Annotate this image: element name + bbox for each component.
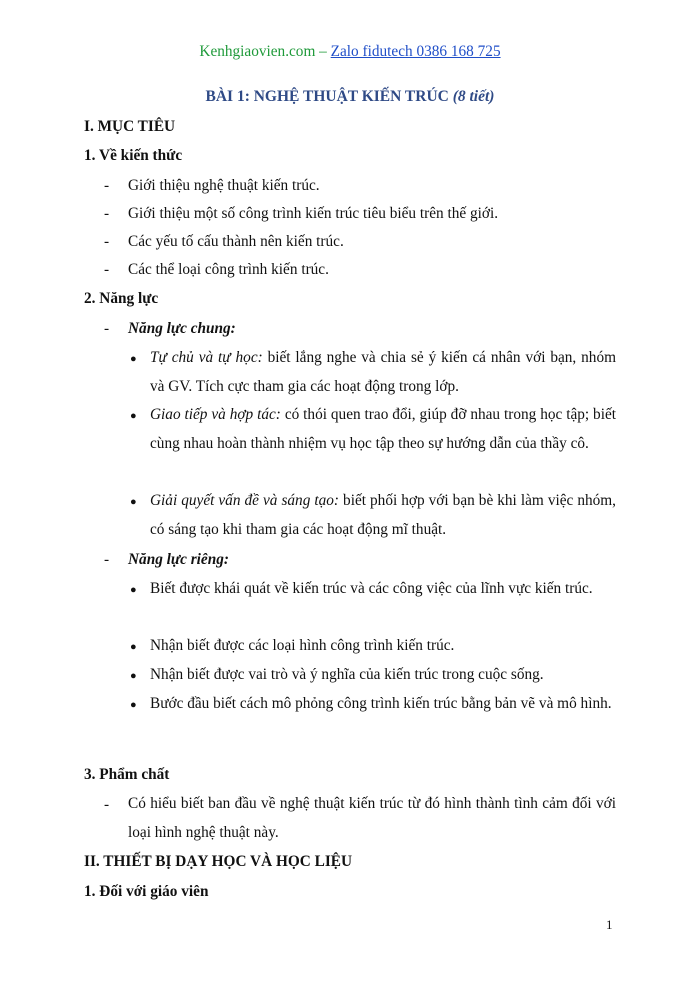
knowledge-heading: 1. Về kiến thức: [84, 147, 183, 164]
bullet-icon: ●: [130, 584, 137, 596]
page-header: [0, 43, 700, 61]
dash-marker: -: [104, 177, 110, 194]
lesson-title: [0, 88, 700, 106]
dash-marker: -: [104, 261, 110, 278]
header-separator: –: [315, 43, 331, 60]
bullet-icon: ●: [130, 699, 137, 711]
zalo-link[interactable]: Zalo fidutech 0386 168 725: [330, 43, 501, 60]
specific-competence-item: Nhận biết được các loại hình công trình kiến trúc.: [150, 637, 455, 654]
section-equipment-heading: II. THIẾT BỊ DẠY HỌC VÀ HỌC LIỆU: [84, 853, 353, 870]
dash-marker: -: [104, 796, 110, 813]
specific-competence-label: [104, 551, 229, 569]
dash-marker: -: [104, 205, 110, 222]
knowledge-item: [104, 261, 329, 279]
quality-item: Có hiểu biết ban đầu về nghệ thuật kiến trúc từ đó hình thành tình cảm đối với loại hình nghệ thuật này.: [128, 795, 616, 841]
general-competence-item: [150, 343, 616, 401]
competence-term: Giải quyết vấn đề và sáng tạo:: [150, 492, 340, 509]
bullet-icon: ●: [130, 496, 137, 508]
lesson-duration: (8 tiết): [452, 88, 495, 105]
competence-term: Tự chủ và tự học:: [150, 349, 263, 366]
general-competence-label: [104, 320, 236, 338]
dash-marker: -: [104, 320, 110, 337]
lesson-title-main: BÀI 1: NGHỆ THUẬT KIẾN TRÚC: [205, 88, 453, 105]
competence-term: Giao tiếp và hợp tác:: [150, 406, 281, 423]
knowledge-item-text: Các yếu tố cấu thành nên kiến trúc.: [128, 233, 344, 250]
specific-competence-item: Bước đầu biết cách mô phỏng công trình kiến trúc bằng bản vẽ và mô hình.: [150, 695, 612, 712]
competence-desc: biết lắng nghe và chia sẻ ý kiến cá nhân với bạn, nhóm và GV. Tích cực tham gia các hoạt động trong lớp.: [150, 349, 616, 395]
general-competence-item: [150, 486, 616, 544]
bullet-icon: ●: [130, 410, 137, 422]
bullet-icon: ●: [130, 353, 137, 365]
page-number: 1: [606, 917, 613, 932]
bullet-icon: ●: [130, 670, 137, 682]
specific-competence-item: Nhận biết được vai trò và ý nghĩa của kiến trúc trong cuộc sống.: [150, 666, 544, 683]
specific-competence-item: Biết được khái quát về kiến trúc và các công việc của lĩnh vực kiến trúc.: [150, 580, 593, 597]
quality-heading: 3. Phẩm chất: [84, 766, 170, 783]
knowledge-item-text: Giới thiệu một số công trình kiến trúc tiêu biểu trên thế giới.: [128, 205, 499, 222]
bullet-icon: ●: [130, 641, 137, 653]
site-name[interactable]: Kenhgiaovien.com: [199, 43, 316, 60]
specific-competence-text: Năng lực riêng:: [128, 551, 229, 568]
knowledge-item: [104, 205, 498, 223]
competence-heading: 2. Năng lực: [84, 290, 159, 307]
dash-marker: -: [104, 233, 110, 250]
general-competence-text: Năng lực chung:: [128, 320, 236, 337]
dash-marker: -: [104, 551, 110, 568]
general-competence-item: [150, 400, 616, 458]
quality-item-dash: [104, 796, 128, 814]
competence-desc: có thói quen trao đổi, giúp đỡ nhau trong học tập; biết cùng nhau hoàn thành nhiệm vụ học tập theo sự hướng dẫn của thầy cô.: [150, 406, 616, 452]
knowledge-item-text: Các thể loại công trình kiến trúc.: [128, 261, 329, 278]
knowledge-item: [104, 177, 320, 195]
knowledge-item: [104, 233, 344, 251]
competence-desc: biết phối hợp với bạn bè khi làm việc nhóm, có sáng tạo khi tham gia các hoạt động mĩ thuật.: [150, 492, 616, 538]
section-objectives-heading: I. MỤC TIÊU: [84, 118, 176, 135]
knowledge-item-text: Giới thiệu nghệ thuật kiến trúc.: [128, 177, 320, 194]
teacher-heading: 1. Đối với giáo viên: [84, 883, 209, 900]
